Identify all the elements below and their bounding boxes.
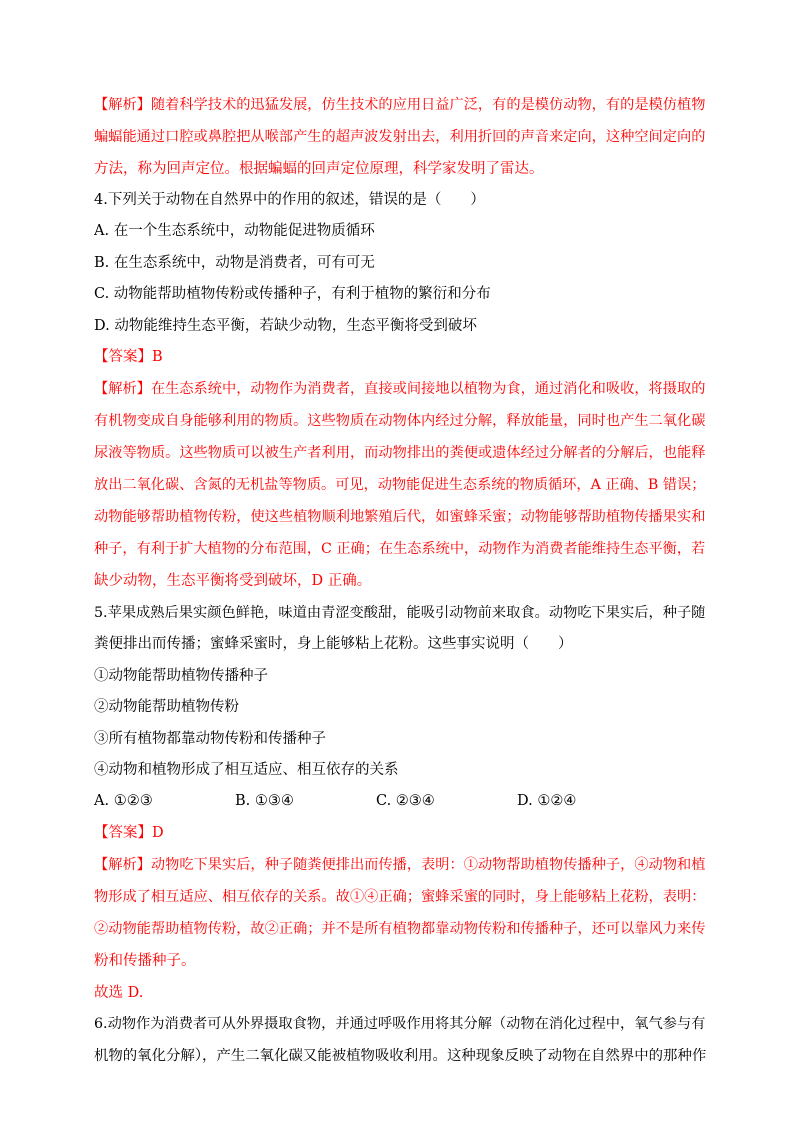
question-5-item-3: ③所有植物都靠动物传粉和传播种子 xyxy=(94,731,326,747)
question-5-item-4: ④动物和植物形成了相互适应、相互依存的关系 xyxy=(94,762,399,778)
analysis-q4-line-1: 【解析】在生态系统中，动物作为消费者，直接或间接地以植物为食，通过消化和吸收，将摄取的 xyxy=(94,381,706,397)
question-5-item-2: ②动物能帮助植物传粉 xyxy=(94,699,239,715)
question-5-option-d: D. ①②④ xyxy=(517,793,577,809)
answer-q5: 【答案】D xyxy=(94,825,164,841)
analysis-q5-line-3: ②动物能帮助植物传粉，故②正确；并不是所有植物都靠动物传粉和传播种子，还可以靠风力来传 xyxy=(94,921,706,937)
question-4-option-d: D. 动物能维持生态平衡，若缺少动物，生态平衡将受到破坏 xyxy=(94,318,477,334)
question-4-stem: 4.下列关于动物在自然界中的作用的叙述，错误的是（ ） xyxy=(94,192,485,208)
question-5-option-c: C. ②③④ xyxy=(376,793,435,809)
answer-choice-q5: 故选 D. xyxy=(94,985,144,1001)
question-5-item-1: ①动物能帮助植物传播种子 xyxy=(94,668,268,684)
analysis-q3-line-2: 蝙蝠能通过口腔或鼻腔把从喉部产生的超声波发射出去，利用折回的声音来定向，这种空间定向的 xyxy=(94,129,706,145)
analysis-q4-line-6: 种子，有利于扩大植物的分布范围，C 正确；在生态系统中，动物作为消费者能维持生态平衡，若 xyxy=(94,541,706,557)
question-4-option-b: B. 在生态系统中，动物是消费者，可有可无 xyxy=(94,255,375,271)
analysis-q4-line-4: 放出二氧化碳、含氮的无机盐等物质。可见，动物能促进生态系统的物质循环，A 正确、B 错误； xyxy=(94,477,706,493)
question-6-stem-line-1: 6.动物作为消费者可从外界摄取食物，并通过呼吸作用将其分解（动物在消化过程中，氧气参与有 xyxy=(94,1016,706,1032)
analysis-q4-line-2: 有机物变成自身能够利用的物质。这些物质在动物体内经过分解，释放能量，同时也产生二氧化碳 xyxy=(94,413,706,429)
question-5-option-a: A. ①②③ xyxy=(94,793,153,809)
question-5-stem-line-2: 粪便排出而传播；蜜蜂采蜜时，身上能够粘上花粉。这些事实说明（ ） xyxy=(94,636,573,652)
analysis-q4-line-5: 动物能够帮助植物传粉，使这些植物顺利地繁殖后代，如蜜蜂采蜜；动物能够帮助植物传播果实和 xyxy=(94,509,706,525)
question-4-option-a: A. 在一个生态系统中，动物能促进物质循环 xyxy=(94,223,375,239)
analysis-q3-line-3: 方法，称为回声定位。根据蝙蝠的回声定位原理，科学家发明了雷达。 xyxy=(94,161,544,177)
question-6-stem-line-2: 机物的氧化分解），产生二氧化碳又能被植物吸收利用。这种现象反映了动物在自然界中的那种作 xyxy=(94,1048,707,1064)
analysis-q3-line-1: 【解析】随着科学技术的迅猛发展，仿生技术的应用日益广泛，有的是模仿动物，有的是模仿植物 xyxy=(94,97,706,113)
analysis-q4-line-3: 尿液等物质。这些物质可以被生产者利用，而动物排出的粪便或遗体经过分解者的分解后，也能释 xyxy=(94,445,706,461)
answer-q4: 【答案】B xyxy=(94,349,163,365)
analysis-q5-line-1: 【解析】动物吃下果实后，种子随粪便排出而传播，表明：①动物帮助植物传播种子，④动物和植 xyxy=(94,857,706,873)
analysis-q4-line-7: 缺少动物，生态平衡将受到破坏，D 正确。 xyxy=(94,573,372,589)
question-4-option-c: C. 动物能帮助植物传粉或传播种子，有利于植物的繁衍和分布 xyxy=(94,286,491,302)
analysis-q5-line-2: 物形成了相互适应、相互依存的关系。故①④正确；蜜蜂采蜜的同时，身上能够粘上花粉，表明： xyxy=(94,889,706,905)
question-5-stem-line-1: 5.苹果成熟后果实颜色鲜艳，味道由青涩变酸甜，能吸引动物前来取食。动物吃下果实后，种子随 xyxy=(94,605,706,621)
analysis-q5-line-4: 粉和传播种子。 xyxy=(94,953,196,969)
question-5-option-b: B. ①③④ xyxy=(235,793,294,809)
